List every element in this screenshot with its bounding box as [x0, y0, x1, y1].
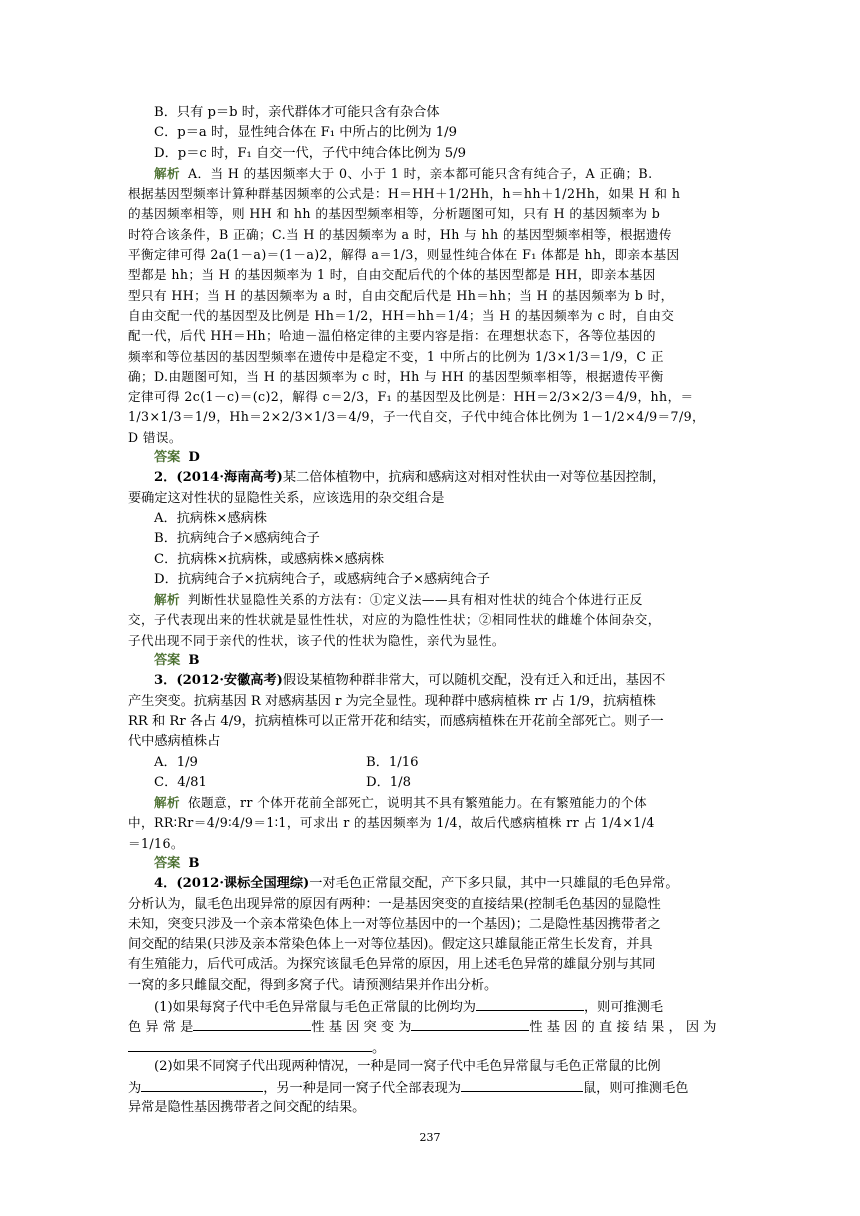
q1-analysis-line: 频率和等位基因的基因型频率在遗传中是稳定不变，1 中所占的比例为 1/3×1/3＝1/9，C 正 [128, 348, 664, 364]
q3-analysis-line: 依题意，rr 个体开花前全部死亡，说明其不具有繁殖能力。在有繁殖能力的个体 [188, 795, 648, 811]
q2-analysis-line: 交，子代表现出来的性状就是显性性状，对应的为隐性性状；②相同性状的雌雄个体间杂交， [128, 612, 661, 628]
q4-sub1-text: 性 基 因 的 直 接 结 果 ， 因 为 [529, 1020, 717, 1036]
q2-option: D．抗病纯合子×抗病纯合子，或感病纯合子×感病纯合子 [154, 571, 490, 587]
page-number: 237 [419, 1131, 441, 1144]
q1-analysis [128, 164, 738, 448]
q2-option: C．抗病株×抗病株，或感病株×感病株 [154, 551, 385, 567]
q2-stem-line: 要确定这对性状的显隐性关系，应该选用的杂交组合是 [128, 490, 445, 506]
q3-stem-line: 代中感病植株占 [128, 734, 221, 750]
analysis-label: 解析 [154, 795, 180, 811]
q2-answer [128, 651, 738, 671]
q4-sub2-cont: 异常是隐性基因携带者之间交配的结果。 [128, 1099, 366, 1115]
q4-sub1 [128, 996, 738, 1016]
q4-sub2-text: 为 [128, 1081, 142, 1097]
q3-stem [128, 671, 738, 691]
q4-stem-line: 一对毛色正常鼠交配，产下多只鼠，其中一只雄鼠的毛色异常。 [309, 876, 679, 892]
q4-sub1-text: 。 [372, 1040, 386, 1056]
answer-blank[interactable] [128, 1037, 372, 1052]
q4-sub1-text: 色 异 常 是 [128, 1020, 194, 1036]
q2-stem-line: 某二倍体植物中，抗病和感病这对相对性状由一对等位基因控制， [282, 470, 666, 486]
analysis-label: 解析 [154, 592, 180, 608]
q1-analysis-line: D 错误。 [128, 429, 182, 445]
q4-stem-line: 分析认为，鼠毛色出现异常的原因有两种：一是基因突变的直接结果(控制毛色基因的显隐性 [128, 896, 661, 912]
q4-stem-line: 有生殖能力，后代可成活。为探究该鼠毛色异常的原因，用上述毛色异常的雄鼠分别与其同 [128, 957, 656, 973]
q2-option: B．抗病纯合子×感病纯合子 [154, 531, 320, 547]
answer-blank[interactable] [141, 1077, 263, 1092]
q3-option: D．1/8 [366, 774, 411, 790]
q3-option: B．1/16 [366, 754, 419, 770]
q4-stem-line: 间交配的结果(只涉及亲本常染色体上一对等位基因)。假定这只雄鼠能正常生长发育，并具 [128, 937, 653, 953]
q1-option-c: C．p＝a 时，显性纯合体在 F₁ 中所占的比例为 1/9 [154, 125, 458, 141]
q3-stem-line: RR 和 Rr 各占 4/9，抗病植株可以正常开花和结实，而感病植株在开花前全部死亡。则子一 [128, 713, 664, 729]
q4-number: 4． [154, 876, 177, 892]
q1-analysis-line: A．当 H 的基因频率大于 0、小于 1 时，亲本都可能只含有纯合子，A 正确；B. [188, 165, 653, 181]
answer-blank[interactable] [193, 1016, 311, 1031]
q4-sub2-cont [128, 1077, 738, 1097]
answer-label: 答案 [154, 450, 181, 466]
q3-analysis [128, 793, 738, 854]
q2-option: A．抗病株×感病株 [154, 510, 267, 526]
q4-sub1-text: ，则可推测毛 [584, 1000, 664, 1016]
q4-sub2: (2)如果不同窝子代出现两种情况，一种是同一窝子代中毛色异常鼠与毛色正常鼠的比例 [154, 1058, 661, 1074]
page-content [128, 103, 738, 1118]
answer-label: 答案 [154, 653, 181, 669]
q1-analysis-line: 平衡定律可得 2a(1－a)＝(1－a)2，解得 a＝1/3，则显性纯合体在 F₁ 体都是 hh，即亲本基因 [128, 247, 680, 263]
answer-blank[interactable] [476, 996, 584, 1011]
q3-number: 3． [154, 673, 177, 689]
q1-analysis-line: 型只有 HH；当 H 的基因频率为 a 时，自由交配后代是 Hh＝hh；当 H 的基因频率为 b 时， [128, 287, 674, 303]
q2-source: (2014·海南高考) [176, 470, 283, 486]
q4-sub1-text: (1)如果每窝子代中毛色异常鼠与毛色正常鼠的比例均为 [154, 1000, 476, 1016]
answer-blank[interactable] [411, 1016, 529, 1031]
q1-option-d: D．p＝c 时，F₁ 自交一代，子代中纯合体比例为 5/9 [154, 145, 467, 161]
q3-analysis-line: 中，RR∶Rr＝4/9∶4/9＝1∶1，可求出 r 的基因频率为 1/4，故后代感病植株 rr 占 1/4×1/4 [128, 815, 655, 831]
q4-stem-line: 未知，突变只涉及一个亲本常染色体上一对等位基因中的一个基因)；二是隐性基因携带者之 [128, 916, 661, 932]
q1-analysis-line: 自由交配一代的基因型及比例是 Hh＝1/2，HH＝hh＝1/4；当 H 的基因频率为 c 时，自由交 [128, 307, 675, 323]
q1-answer [128, 448, 738, 468]
q2-analysis-line: 子代出现不同于亲代的性状，该子代的性状为隐性，亲代为显性。 [128, 632, 505, 648]
q3-stem-line: 产生突变。抗病基因 R 对感病基因 r 为完全显性。现种群中感病植株 rr 占 1/9，抗病植株 [128, 693, 656, 709]
q4-sub2-text: 鼠，则可推测毛色 [583, 1081, 689, 1097]
q2-analysis-line: 判断性状显隐性关系的方法有：①定义法——具有相对性状的纯合个体进行正反 [188, 592, 643, 608]
q1-analysis-line: 根据基因型频率计算种群基因频率的公式是：H＝HH＋1/2Hh，h＝hh＋1/2Hh，如果 H 和 h [128, 186, 681, 202]
analysis-label: 解析 [154, 165, 180, 181]
answer-label: 答案 [154, 855, 181, 871]
q1-analysis-line: 配一代，后代 HH＝Hh；哈迪－温伯格定律的主要内容是指：在理想状态下，各等位基因的 [128, 328, 656, 344]
q2-stem [128, 468, 738, 488]
q3-answer-value: B [188, 855, 200, 871]
answer-blank[interactable] [461, 1077, 583, 1092]
q3-option: A．1/9 [154, 754, 198, 770]
q4-sub2-text: ，另一种是同一窝子代全部表现为 [263, 1081, 461, 1097]
q3-answer [128, 854, 738, 874]
q2-answer-value: B [188, 653, 200, 669]
q1-option-b: B．只有 p＝b 时，亲代群体才可能只含有杂合体 [154, 105, 440, 120]
q1-answer-value: D [188, 450, 200, 466]
q3-stem-line: 假设某植物种群非常大，可以随机交配，没有迁入和迁出，基因不 [282, 673, 666, 689]
q2-number: 2． [154, 470, 177, 486]
q4-sub1-cont [128, 1016, 738, 1036]
q4-sub1-cont [128, 1037, 738, 1057]
q1-analysis-line: 定律可得 2c(1－c)＝(c)2，解得 c＝2/3，F₁ 的基因型及比例是：HH＝2/3×2/3＝4/9，hh，＝ [128, 389, 694, 405]
q2-analysis [128, 590, 738, 651]
q1-analysis-line: 时符合该条件，B 正确；C.当 H 的基因频率为 a 时，Hh 与 hh 的基因型频率相等，根据遗传 [128, 226, 672, 242]
q1-analysis-line: 1/3×1/3＝1/9，Hh＝2×2/3×1/3＝4/9，子一代自交，子代中纯合体比例为 1－1/2×4/9＝7/9， [128, 409, 705, 425]
q1-analysis-line: 的基因频率相等，则 HH 和 hh 的基因型频率相等，分析题图可知，只有 H 的基因频率为 b [128, 206, 661, 222]
q1-analysis-line: 确；D.由题图可知，当 H 的基因频率为 c 时，Hh 与 HH 的基因型频率相等，根据遗传平衡 [128, 368, 664, 384]
q1-analysis-line: 型都是 hh；当 H 的基因频率为 1 时，自由交配后代的个体的基因型都是 HH，即亲本基因 [128, 267, 656, 283]
q3-options-row [128, 753, 738, 773]
q3-options-row [128, 773, 738, 793]
q4-sub1-text: 性 基 因 突 变 为 [311, 1020, 412, 1036]
q3-source: (2012·安徽高考) [176, 673, 283, 689]
q3-option: C．4/81 [154, 774, 207, 790]
q4-source: (2012·课标全国理综) [176, 876, 310, 892]
q4-stem-line: 一窝的多只雌鼠交配，得到多窝子代。请预测结果并作出分析。 [128, 977, 498, 993]
q4-stem [128, 874, 738, 894]
q3-analysis-line: ＝1/16。 [128, 835, 184, 851]
